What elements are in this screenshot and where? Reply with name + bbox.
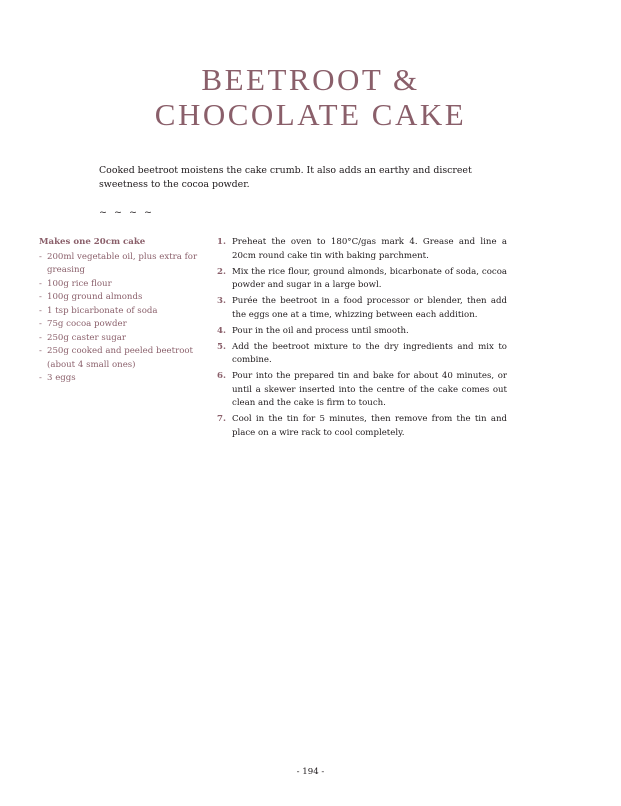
method-step <box>217 370 507 411</box>
list-item: - 100g rice flour <box>39 278 112 289</box>
step-text: Cool in the tin for 5 minutes, then remove from the tin and place on a wire rack to cool completely. <box>232 414 507 438</box>
method-step <box>217 266 507 293</box>
ingredient-text: 75g cocoa powder <box>47 319 127 329</box>
page-number: - 194 - <box>296 767 325 777</box>
recipe-intro: Cooked beetroot moistens the cake crumb. It also adds an earthy and discreet sweetness to the cocoa powder. <box>99 165 472 190</box>
step-number: 3. <box>217 296 226 306</box>
method-step <box>217 341 507 368</box>
ingredient-text: 200ml vegetable oil, plus extra for greasing <box>47 251 198 275</box>
step-text: Pour in the oil and process until smooth. <box>232 325 409 336</box>
method-step <box>217 295 507 322</box>
step-text: Add the beetroot mixture to the dry ingredients and mix to combine. <box>232 341 507 365</box>
recipe-title <box>0 62 621 132</box>
list-item: - 250g cooked and peeled beetroot (about 4 small ones) <box>39 346 193 370</box>
list-item: - 75g cocoa powder <box>39 319 127 329</box>
method-panel <box>217 236 507 443</box>
step-number: 5. <box>217 341 226 352</box>
ingredients-list <box>39 251 199 386</box>
ingredient-text: 100g ground almonds <box>47 292 143 302</box>
list-item: - 250g caster sugar <box>39 332 127 343</box>
method-steps <box>217 236 507 440</box>
step-number: 7. <box>217 414 226 424</box>
step-text: Purée the beetroot in a food processor or blender, then add the eggs one at a time, whizzing between each addition. <box>232 296 507 320</box>
step-text: Mix the rice flour, ground almonds, bicarbonate of soda, cocoa powder and sugar in a large bowl. <box>232 266 507 290</box>
step-number: 1. <box>217 237 226 247</box>
ingredient-text: 250g cooked and peeled beetroot (about 4 small ones) <box>47 346 193 370</box>
ingredients-heading: Makes one 20cm cake <box>39 237 146 247</box>
step-number: 6. <box>217 371 226 381</box>
list-item: - 100g ground almonds <box>39 292 143 302</box>
section-divider: ~ ~ ~ ~ <box>99 207 154 218</box>
step-text: Preheat the oven to 180°C/gas mark 4. Grease and line a 20cm round cake tin with baking parchment. <box>232 237 507 261</box>
step-number: 4. <box>217 325 226 336</box>
step-number: 2. <box>217 266 226 277</box>
method-step <box>217 236 507 263</box>
method-step <box>217 413 507 440</box>
method-step <box>217 325 507 339</box>
recipe-title-line-2: CHOCOLATE CAKE <box>154 97 467 132</box>
recipe-title-line-1: BEETROOT & <box>201 62 420 97</box>
ingredients-panel <box>39 236 199 386</box>
list-item: - 1 tsp bicarbonate of soda <box>39 305 158 316</box>
step-text: Pour into the prepared tin and bake for about 40 minutes, or until a skewer inserted into the centre of the cake comes out clean and the cake is firm to touch. <box>232 371 507 408</box>
list-item: - 3 eggs <box>39 373 76 383</box>
ingredient-text: 3 eggs <box>47 373 76 383</box>
ingredient-text: 250g caster sugar <box>47 332 127 343</box>
ingredient-text: 100g rice flour <box>47 278 112 289</box>
ingredient-text: 1 tsp bicarbonate of soda <box>47 305 158 316</box>
list-item: - 200ml vegetable oil, plus extra for greasing <box>39 251 198 275</box>
